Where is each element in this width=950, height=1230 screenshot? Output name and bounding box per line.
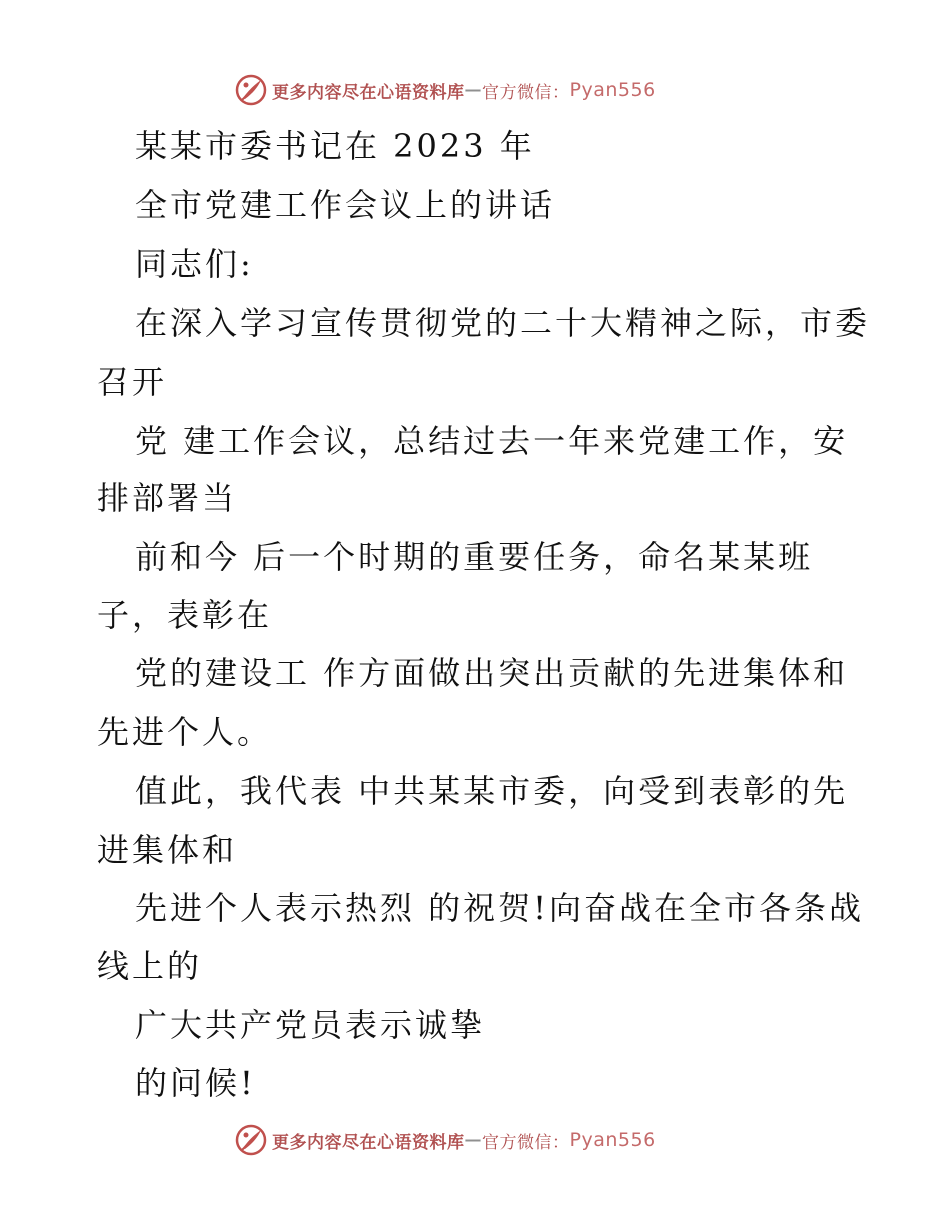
text-line: 值此，我代表 中共某某市委，向受到表彰的先 <box>135 772 849 810</box>
watermark-separator: — <box>464 1130 482 1150</box>
watermark-wechat-label: 官方微信： <box>482 82 570 103</box>
watermark-wechat-id: Pyan556 <box>569 1129 656 1151</box>
speech-title-line-1: 某某市委书记在 2023 年 <box>135 127 535 165</box>
text-line: 在深入学习宣传贯彻党的二十大精神之际，市委 <box>135 304 871 342</box>
text-line: 召开 <box>97 363 168 401</box>
text-line: 的问候! <box>135 1064 256 1102</box>
speech-title-line-2: 全市党建工作会议上的讲话 <box>135 186 556 224</box>
salutation: 同志们: <box>135 245 254 283</box>
text-line: 党 建工作会议，总结过去一年来党建工作，安 <box>135 422 849 460</box>
quill-logo-icon <box>234 1123 268 1157</box>
footer-watermark <box>234 1123 656 1157</box>
text-line: 先进个人表示热烈 的祝贺!向奋战在全市各条战 <box>135 889 865 927</box>
watermark-wechat-id: Pyan556 <box>569 79 656 101</box>
header-watermark <box>234 73 656 107</box>
text-line: 线上的 <box>97 947 203 985</box>
text-line: 排部署当 <box>97 479 238 517</box>
text-line: 党的建设工 作方面做出突出贡献的先进集体和 <box>135 654 849 692</box>
text-line: 广大共产党员表示诚挚 <box>135 1006 486 1044</box>
watermark-separator: — <box>464 80 482 100</box>
text-line: 进集体和 <box>97 831 238 869</box>
text-line: 前和今 后一个时期的重要任务，命名某某班 <box>135 538 814 576</box>
text-line: 子，表彰在 <box>97 596 273 634</box>
watermark-main-text: 更多内容尽在心语资料库 <box>272 82 465 103</box>
watermark-main-text: 更多内容尽在心语资料库 <box>272 1132 465 1153</box>
watermark-wechat-label: 官方微信： <box>482 1132 570 1153</box>
quill-logo-icon <box>234 73 268 107</box>
text-line: 先进个人。 <box>97 713 273 751</box>
